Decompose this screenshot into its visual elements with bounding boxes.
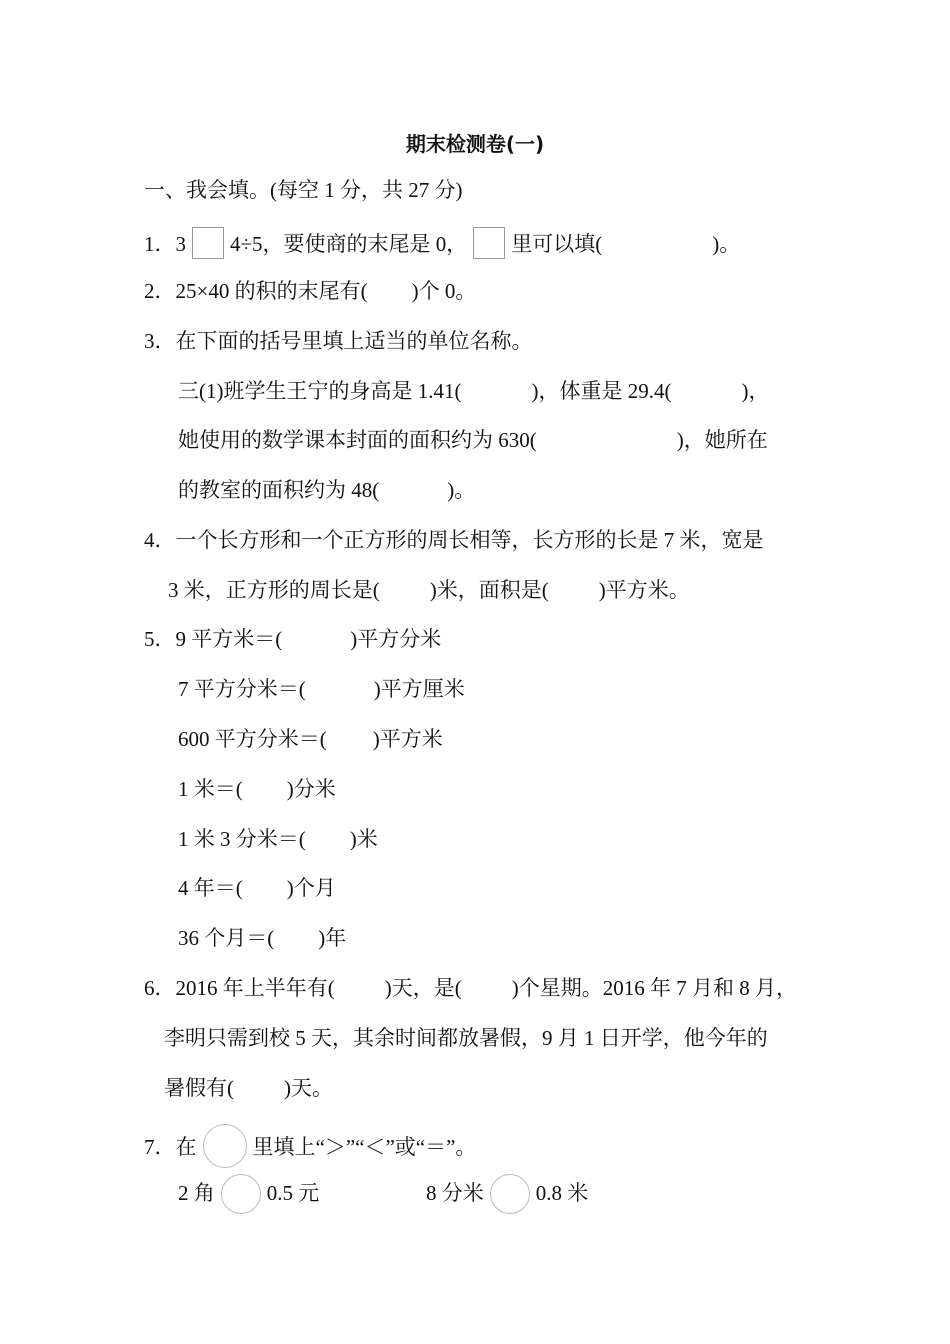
question-4-line-1: 4．一个长方形和一个正方形的周长相等，长方形的长是 7 米，宽是 xyxy=(144,528,764,552)
q5-text: 7 平方分米＝( xyxy=(178,677,306,701)
q7-text: 里填上“＞”“＜”或“＝”。 xyxy=(252,1135,477,1159)
q5-text: )米 xyxy=(349,827,378,851)
q6-text: 暑假有( xyxy=(164,1076,234,1100)
q5-text: 1 米＝( xyxy=(178,777,243,801)
question-5-item xyxy=(178,775,336,803)
circle-icon xyxy=(203,1124,247,1168)
q7-text: 2 角 xyxy=(178,1181,215,1205)
question-3-line-2 xyxy=(178,426,768,454)
compare-circle[interactable] xyxy=(490,1174,530,1214)
q5-text: 1 米 3 分米＝( xyxy=(178,827,306,851)
question-3-line-3 xyxy=(178,476,475,504)
answer-box[interactable] xyxy=(192,227,224,259)
question-5-item xyxy=(178,675,465,703)
question-7-heading xyxy=(144,1124,476,1168)
q3-text: )，体重是 29.4( xyxy=(531,379,672,403)
q5-text: 600 平方分米＝( xyxy=(178,727,327,751)
question-4-line-2 xyxy=(168,576,690,604)
question-7-compare-1 xyxy=(178,1174,319,1214)
q3-text: )，她所在 xyxy=(676,428,768,452)
q1-text-d: )。 xyxy=(712,232,741,256)
question-6-line-1 xyxy=(144,974,797,1002)
q5-text: 4 年＝( xyxy=(178,876,243,900)
q5-text: )个月 xyxy=(286,876,336,900)
question-5-item xyxy=(178,825,378,853)
q4-text: )平方米。 xyxy=(598,578,690,602)
q5-text: )平方分米 xyxy=(350,627,442,651)
answer-box[interactable] xyxy=(473,227,505,259)
q5-text: 36 个月＝( xyxy=(178,926,275,950)
question-5-item xyxy=(144,625,441,653)
q1-text-b: 4÷5，要使商的末尾是 0， xyxy=(230,232,468,256)
q7-text: 7．在 xyxy=(144,1135,197,1159)
q1-text-a: 1．3 xyxy=(144,232,186,256)
question-5-item xyxy=(178,725,443,753)
q7-text: 0.5 元 xyxy=(266,1181,320,1205)
section-heading: 一、我会填。(每空 1 分，共 27 分) xyxy=(144,178,463,202)
question-5-item xyxy=(178,924,346,952)
q3-text: 她使用的数学课本封面的面积约为 630( xyxy=(178,428,537,452)
q3-text: )。 xyxy=(447,478,476,502)
q3-text: 的教室的面积约为 48( xyxy=(178,478,380,502)
compare-circle[interactable] xyxy=(221,1174,261,1214)
q3-text: 三(1)班学生王宁的身高是 1.41( xyxy=(178,379,462,403)
q5-text: 5．9 平方米＝( xyxy=(144,627,283,651)
q4-text: 3 米，正方形的周长是( xyxy=(168,578,380,602)
q5-text: )平方厘米 xyxy=(373,677,465,701)
question-3-heading: 3．在下面的括号里填上适当的单位名称。 xyxy=(144,329,533,353)
q2-text-b: )个 0。 xyxy=(411,279,477,303)
q5-text: )分米 xyxy=(286,777,336,801)
q7-text: 0.8 米 xyxy=(535,1181,589,1205)
question-6-line-3 xyxy=(164,1074,333,1102)
question-7-compare-2 xyxy=(426,1174,588,1214)
question-3-line-1 xyxy=(178,377,769,405)
q6-text: 6．2016 年上半年有( xyxy=(144,976,335,1000)
page-title: 期末检测卷(一) xyxy=(405,132,545,156)
q5-text: )平方米 xyxy=(372,727,443,751)
q6-text: )天，是( xyxy=(384,976,462,1000)
q3-text: )， xyxy=(741,379,770,403)
question-2 xyxy=(144,277,476,305)
q2-text-a: 2．25×40 的积的末尾有( xyxy=(144,279,368,303)
question-1 xyxy=(144,227,740,259)
question-5-item xyxy=(178,874,336,902)
q1-text-c: 里可以填( xyxy=(511,232,603,256)
q7-text: 8 分米 xyxy=(426,1181,484,1205)
q6-text: )天。 xyxy=(284,1076,333,1100)
q6-text: )个星期。2016 年 7 月和 8 月， xyxy=(511,976,797,1000)
q5-text: )年 xyxy=(318,926,347,950)
question-6-line-2: 李明只需到校 5 天，其余时间都放暑假，9 月 1 日开学，他今年的 xyxy=(164,1026,768,1050)
q4-text: )米，面积是( xyxy=(429,578,549,602)
